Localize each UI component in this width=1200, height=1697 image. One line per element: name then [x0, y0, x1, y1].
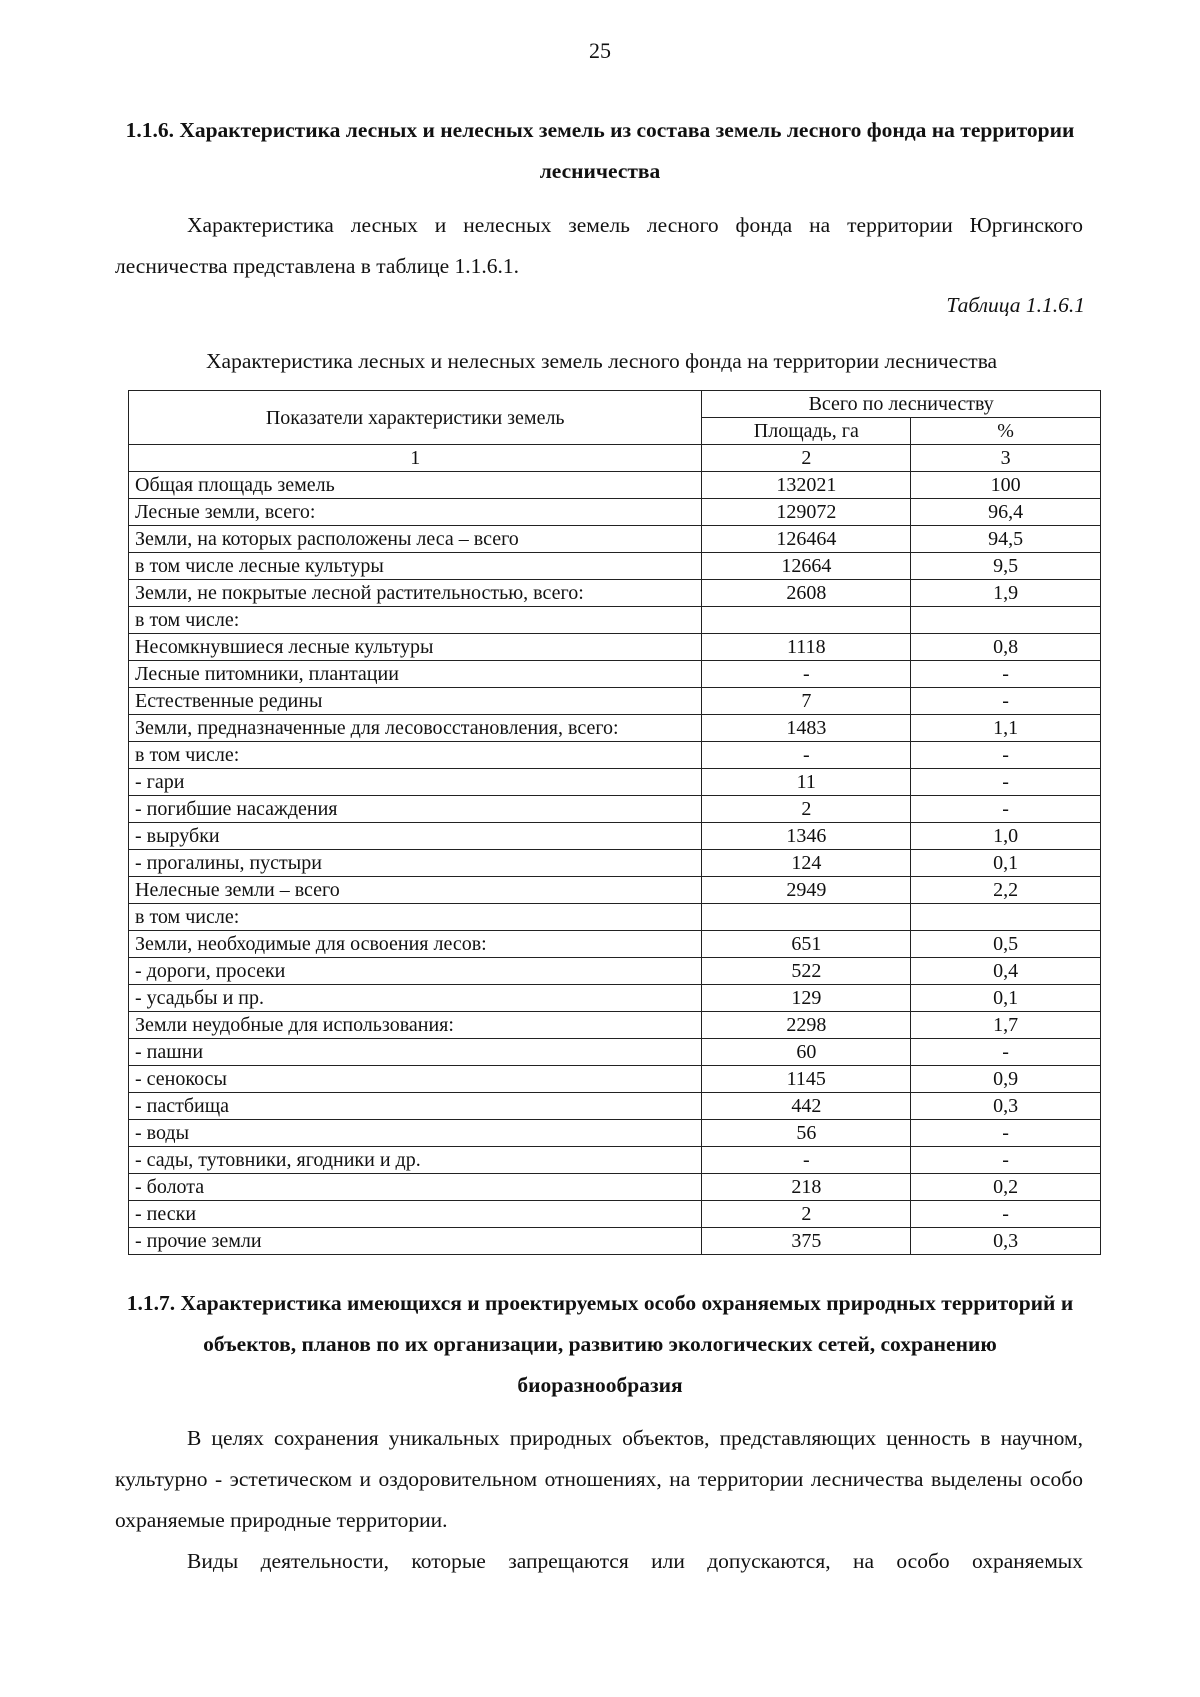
- row-area: 1118: [702, 634, 911, 661]
- row-indicator: - прочие земли: [129, 1228, 702, 1255]
- row-indicator: Нелесные земли – всего: [129, 877, 702, 904]
- row-area: -: [702, 742, 911, 769]
- row-indicator: - дороги, просеки: [129, 958, 702, 985]
- row-indicator: в том числе лесные культуры: [129, 553, 702, 580]
- row-area: 2: [702, 1201, 911, 1228]
- row-indicator: - пески: [129, 1201, 702, 1228]
- row-indicator: - гари: [129, 769, 702, 796]
- table-row: [129, 1228, 1101, 1255]
- row-area: 2: [702, 796, 911, 823]
- row-percent: 100: [911, 472, 1101, 499]
- row-area: 60: [702, 1039, 911, 1066]
- row-percent: 1,9: [911, 580, 1101, 607]
- row-indicator: Земли, не покрытые лесной растительностью, всего:: [129, 580, 702, 607]
- row-area: 2608: [702, 580, 911, 607]
- row-area: 126464: [702, 526, 911, 553]
- table-row: [129, 499, 1101, 526]
- row-indicator: Земли, необходимые для освоения лесов:: [129, 931, 702, 958]
- row-indicator: Земли, на которых расположены леса – всего: [129, 526, 702, 553]
- row-indicator: Лесные питомники, плантации: [129, 661, 702, 688]
- row-area: [702, 607, 911, 634]
- row-percent: 1,0: [911, 823, 1101, 850]
- row-area: 442: [702, 1093, 911, 1120]
- row-percent: 0,8: [911, 634, 1101, 661]
- table-row: [129, 472, 1101, 499]
- row-indicator: - усадьбы и пр.: [129, 985, 702, 1012]
- row-area: 2298: [702, 1012, 911, 1039]
- table-row: [129, 769, 1101, 796]
- table-row: [129, 526, 1101, 553]
- body-paragraph: Виды деятельности, которые запрещаются или допускаются, на особо охраняемых: [187, 1549, 1083, 1573]
- row-area: 7: [702, 688, 911, 715]
- row-area: [702, 904, 911, 931]
- row-area: 1483: [702, 715, 911, 742]
- row-percent: -: [911, 1120, 1101, 1147]
- row-percent: 0,4: [911, 958, 1101, 985]
- row-percent: 0,9: [911, 1066, 1101, 1093]
- row-indicator: в том числе:: [129, 607, 702, 634]
- section-heading-2: 1.1.7. Характеристика имеющихся и проектируемых особо охраняемых природных территорий и объектов, планов по их организации, развитию экологических сетей, сохранению биоразнообразия: [126, 1291, 1074, 1397]
- row-indicator: - болота: [129, 1174, 702, 1201]
- table-row: [129, 931, 1101, 958]
- table-row: [129, 715, 1101, 742]
- land-characteristics-table: [128, 390, 1101, 1255]
- row-area: 1346: [702, 823, 911, 850]
- row-area: 522: [702, 958, 911, 985]
- row-area: 218: [702, 1174, 911, 1201]
- table-row: [129, 850, 1101, 877]
- row-indicator: - погибшие насаждения: [129, 796, 702, 823]
- row-percent: 0,1: [911, 850, 1101, 877]
- table-body: [129, 472, 1101, 1255]
- row-percent: 0,1: [911, 985, 1101, 1012]
- row-percent: 0,5: [911, 931, 1101, 958]
- header-group: Всего по лесничеству: [702, 391, 1101, 418]
- table-row: [129, 877, 1101, 904]
- row-percent: 1,7: [911, 1012, 1101, 1039]
- header-percent: %: [911, 418, 1101, 445]
- row-percent: -: [911, 1147, 1101, 1174]
- row-area: 375: [702, 1228, 911, 1255]
- row-percent: 1,1: [911, 715, 1101, 742]
- row-area: -: [702, 1147, 911, 1174]
- row-indicator: - воды: [129, 1120, 702, 1147]
- table-row: [129, 661, 1101, 688]
- table-row: [129, 958, 1101, 985]
- table-row: [129, 985, 1101, 1012]
- header-indicator: Показатели характеристики земель: [129, 391, 702, 445]
- row-area: 651: [702, 931, 911, 958]
- row-indicator: Земли неудобные для использования:: [129, 1012, 702, 1039]
- table-row: [129, 1147, 1101, 1174]
- header-area: Площадь, га: [702, 418, 911, 445]
- row-percent: 96,4: [911, 499, 1101, 526]
- row-percent: -: [911, 1201, 1101, 1228]
- row-indicator: - пастбища: [129, 1093, 702, 1120]
- row-area: 1145: [702, 1066, 911, 1093]
- table-row: [129, 553, 1101, 580]
- row-area: 129072: [702, 499, 911, 526]
- row-area: 56: [702, 1120, 911, 1147]
- table-row: [129, 1174, 1101, 1201]
- row-area: 2949: [702, 877, 911, 904]
- row-indicator: Лесные земли, всего:: [129, 499, 702, 526]
- table-row: [129, 904, 1101, 931]
- row-indicator: - пашни: [129, 1039, 702, 1066]
- row-area: 12664: [702, 553, 911, 580]
- body-paragraph: В целях сохранения уникальных природных объектов, представляющих ценность в научном, культурно - эстетическом и оздоровительном отношениях, на территории лесничества выделены особо охраняемые природные территории.: [115, 1426, 1083, 1532]
- row-indicator: Земли, предназначенные для лесовосстановления, всего:: [129, 715, 702, 742]
- row-indicator: - сады, тутовники, ягодники и др.: [129, 1147, 702, 1174]
- column-number: 2: [702, 445, 911, 472]
- table-row: [129, 580, 1101, 607]
- row-indicator: - прогалины, пустыри: [129, 850, 702, 877]
- table-row: [129, 1012, 1101, 1039]
- table-row: [129, 1039, 1101, 1066]
- row-percent: 9,5: [911, 553, 1101, 580]
- table-row: [129, 607, 1101, 634]
- row-indicator: - сенокосы: [129, 1066, 702, 1093]
- row-percent: -: [911, 769, 1101, 796]
- row-percent: -: [911, 661, 1101, 688]
- table-row: [129, 688, 1101, 715]
- table-row: [129, 1120, 1101, 1147]
- row-indicator: - вырубки: [129, 823, 702, 850]
- table-row: [129, 1093, 1101, 1120]
- row-percent: 94,5: [911, 526, 1101, 553]
- row-percent: -: [911, 688, 1101, 715]
- row-percent: -: [911, 742, 1101, 769]
- intro-paragraph: Характеристика лесных и нелесных земель лесного фонда на территории Юргинского лесничества представлена в таблице 1.1.6.1.: [115, 213, 1083, 278]
- page-number: 25: [589, 38, 611, 63]
- table-row: [129, 1201, 1101, 1228]
- row-percent: 0,3: [911, 1228, 1101, 1255]
- table-row: [129, 742, 1101, 769]
- row-indicator: Естественные редины: [129, 688, 702, 715]
- row-percent: -: [911, 1039, 1101, 1066]
- row-indicator: Общая площадь земель: [129, 472, 702, 499]
- row-area: 11: [702, 769, 911, 796]
- table-row: [129, 634, 1101, 661]
- section-heading: 1.1.6. Характеристика лесных и нелесных земель из состава земель лесного фонда на территории лесничества: [125, 118, 1075, 183]
- table-title: Характеристика лесных и нелесных земель лесного фонда на территории лесничества: [206, 349, 998, 373]
- row-percent: [911, 904, 1101, 931]
- row-indicator: Несомкнувшиеся лесные культуры: [129, 634, 702, 661]
- row-percent: 0,2: [911, 1174, 1101, 1201]
- table-label: Таблица 1.1.6.1: [946, 293, 1085, 317]
- column-number: 1: [129, 445, 702, 472]
- row-area: 124: [702, 850, 911, 877]
- row-percent: [911, 607, 1101, 634]
- row-area: 132021: [702, 472, 911, 499]
- row-percent: 0,3: [911, 1093, 1101, 1120]
- row-indicator: в том числе:: [129, 742, 702, 769]
- column-number: 3: [911, 445, 1101, 472]
- row-indicator: в том числе:: [129, 904, 702, 931]
- row-percent: -: [911, 796, 1101, 823]
- row-area: 129: [702, 985, 911, 1012]
- table-row: [129, 796, 1101, 823]
- table-row: [129, 1066, 1101, 1093]
- row-percent: 2,2: [911, 877, 1101, 904]
- table-row: [129, 823, 1101, 850]
- row-area: -: [702, 661, 911, 688]
